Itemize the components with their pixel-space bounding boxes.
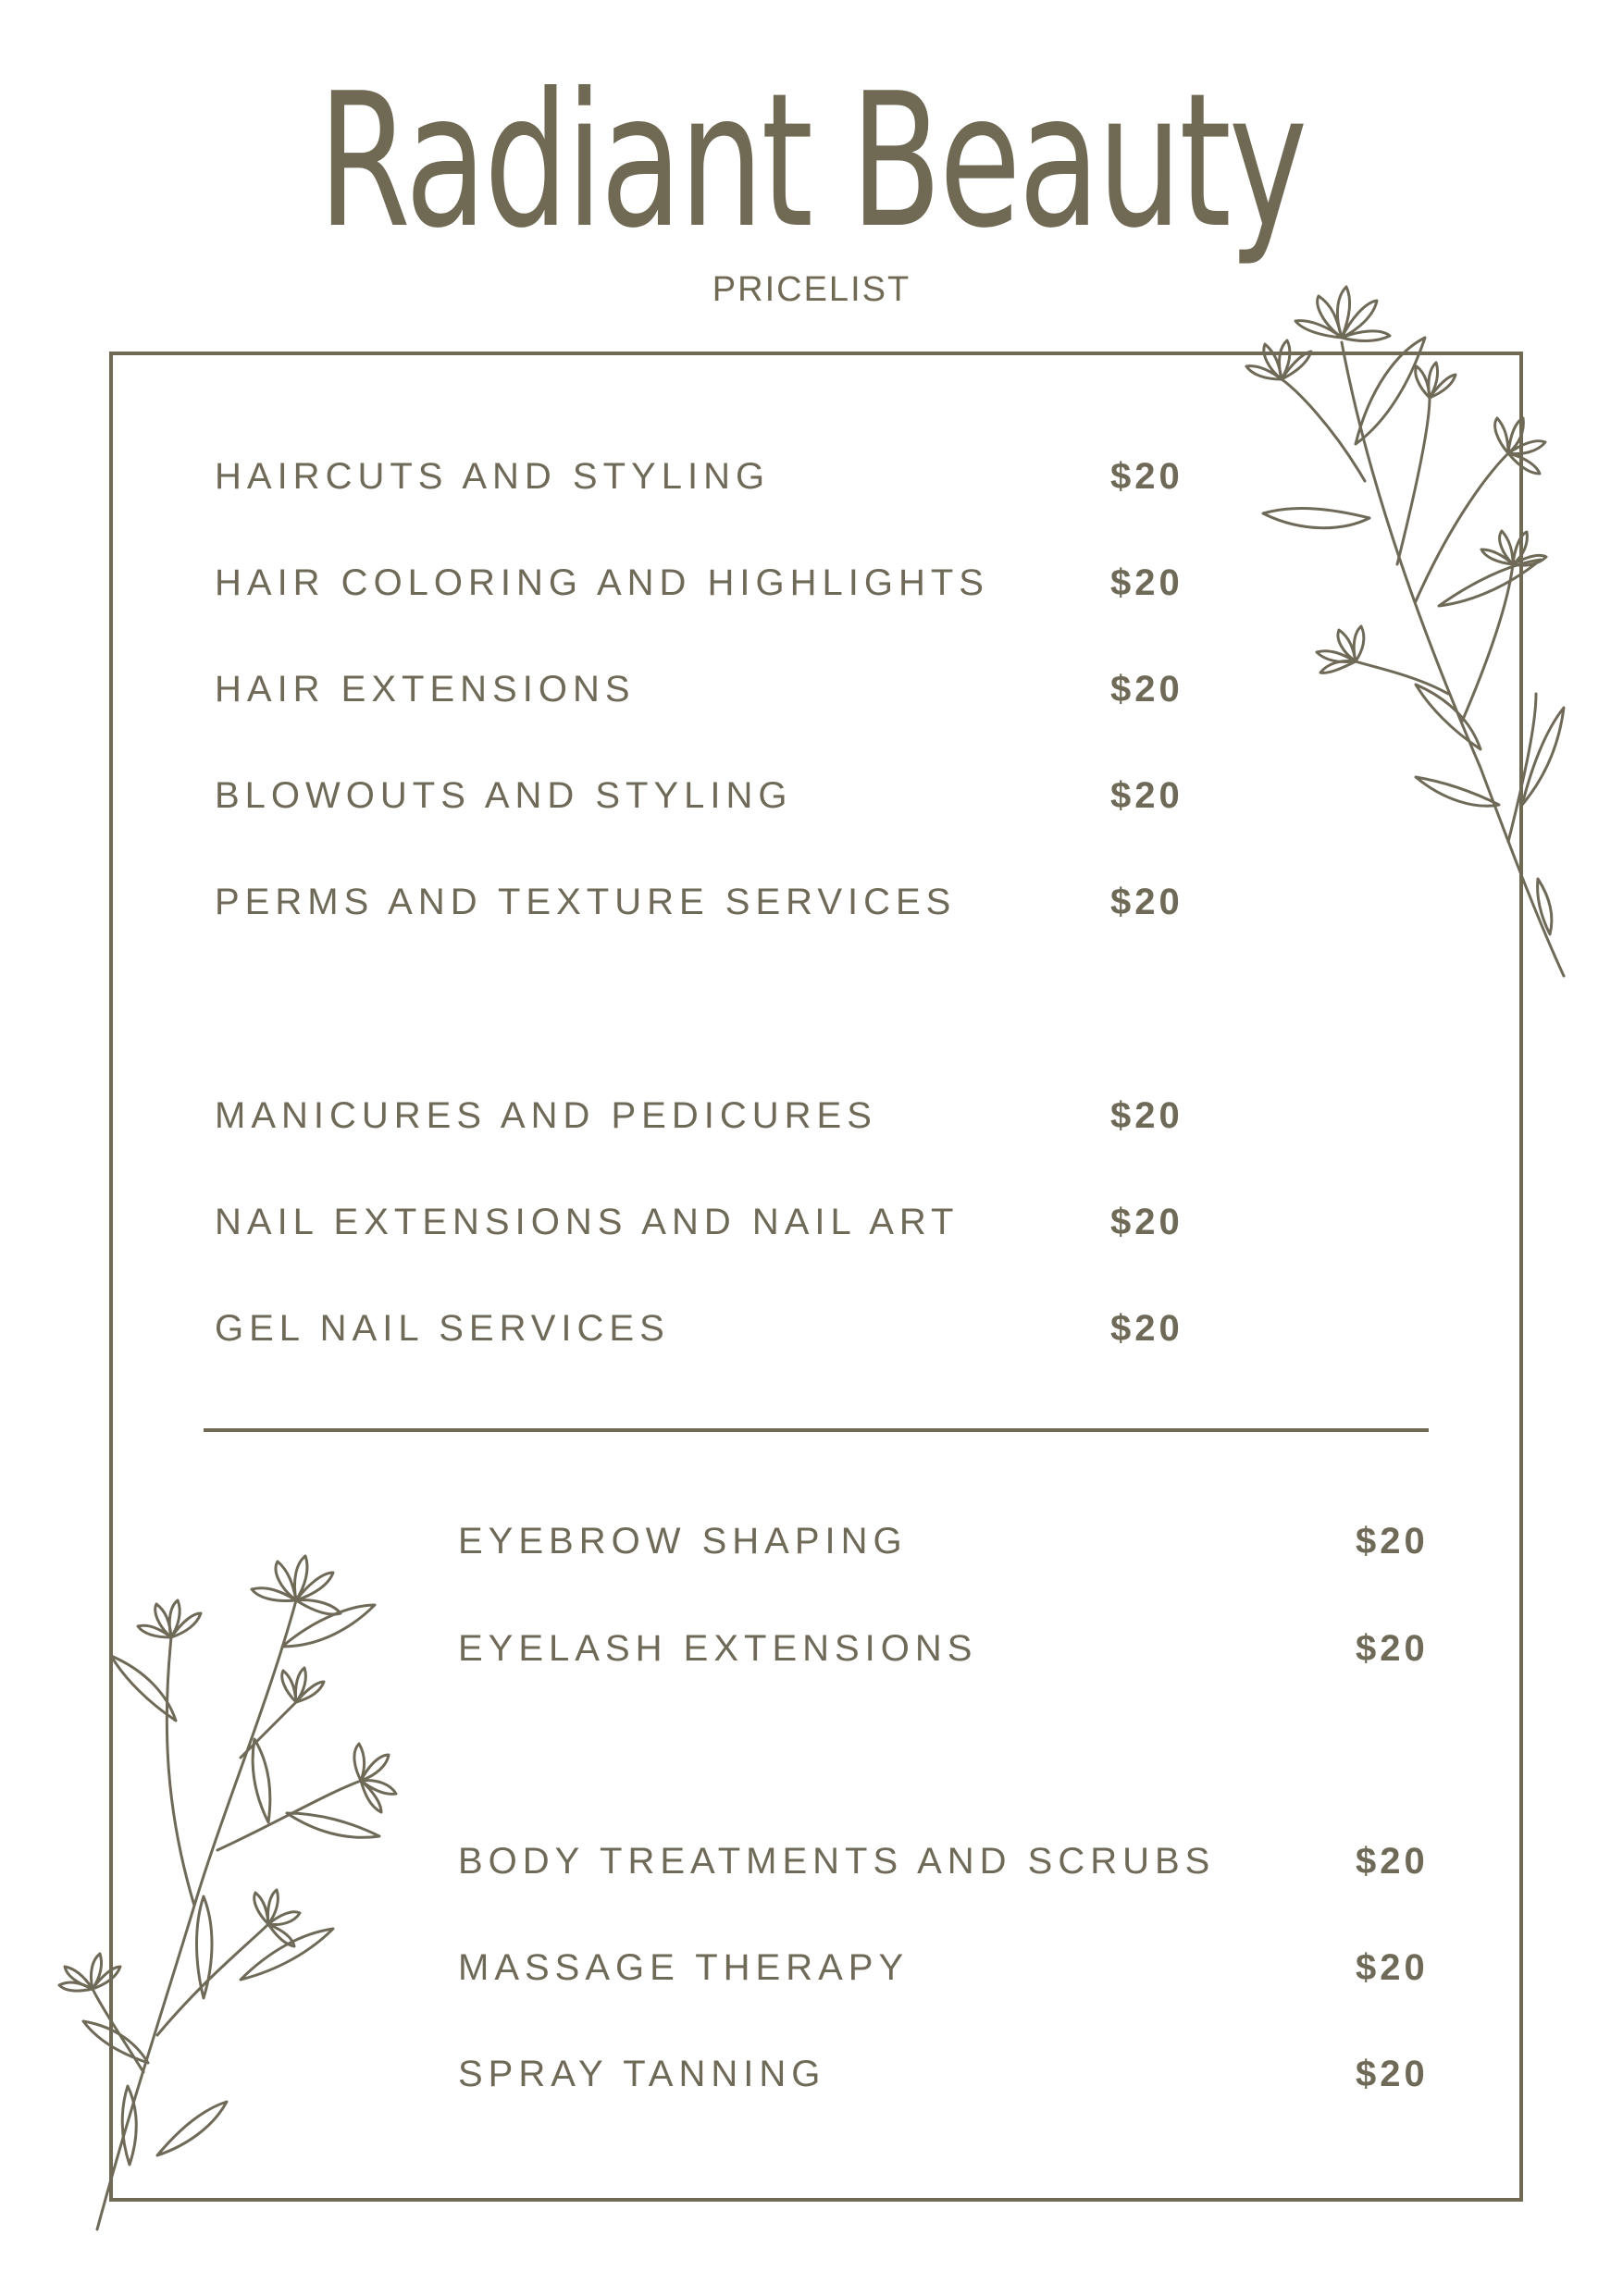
floral-sprig-top-right-icon	[1231, 287, 1582, 990]
section-divider	[204, 1428, 1429, 1432]
service-name: HAIR COLORING AND HIGHLIGHTS	[215, 562, 989, 603]
service-name: HAIRCUTS AND STYLING	[215, 456, 771, 497]
service-name: EYEBROW SHAPING	[458, 1521, 908, 1562]
service-name: BLOWOUTS AND STYLING	[215, 775, 793, 816]
service-price: $20	[1110, 562, 1183, 603]
service-price: $20	[1110, 882, 1183, 922]
service-price: $20	[1110, 1095, 1183, 1136]
service-name: HAIR EXTENSIONS	[215, 669, 636, 710]
service-name: MASSAGE THERAPY	[458, 1947, 910, 1988]
page-subtitle: PRICELIST	[712, 270, 911, 309]
service-price: $20	[1110, 669, 1183, 710]
service-price: $20	[1110, 456, 1183, 497]
service-price: $20	[1110, 775, 1183, 816]
page-title: Radiant Beauty	[317, 54, 1306, 269]
service-name: GEL NAIL SERVICES	[215, 1308, 670, 1349]
service-name: SPRAY TANNING	[458, 2054, 826, 2094]
service-name: MANICURES AND PEDICURES	[215, 1095, 877, 1136]
floral-sprig-bottom-left-icon	[56, 1517, 407, 2239]
service-name: BODY TREATMENTS AND SCRUBS	[458, 1841, 1216, 1882]
service-price: $20	[1356, 1521, 1429, 1562]
service-name: NAIL EXTENSIONS AND NAIL ART	[215, 1202, 960, 1242]
service-name: PERMS AND TEXTURE SERVICES	[215, 882, 957, 922]
service-price: $20	[1110, 1202, 1183, 1242]
service-price: $20	[1110, 1308, 1183, 1349]
service-name: EYELASH EXTENSIONS	[458, 1628, 978, 1669]
service-price: $20	[1356, 1628, 1429, 1669]
service-price: $20	[1356, 1947, 1429, 1988]
service-price: $20	[1356, 1841, 1429, 1882]
service-price: $20	[1356, 2054, 1429, 2094]
